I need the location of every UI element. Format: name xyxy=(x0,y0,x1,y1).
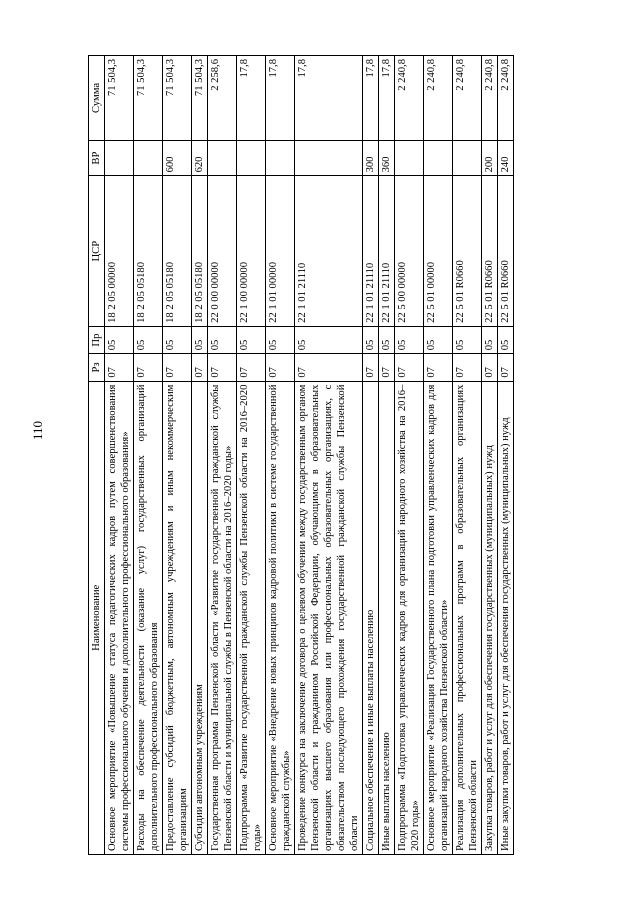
cell-vr xyxy=(237,140,266,176)
cell-name: Расходы на обеспечение деятельности (оказание услуг) государственных организаций дополнительного профессионального образования xyxy=(134,381,163,854)
cell-rz: 07 xyxy=(482,354,498,381)
cell-rz: 07 xyxy=(453,354,482,381)
cell-rz: 07 xyxy=(134,354,163,381)
cell-vr: 620 xyxy=(192,140,208,176)
cell-pr: 05 xyxy=(192,326,208,353)
cell-rz: 07 xyxy=(163,354,192,381)
cell-sum: 2 258,6 xyxy=(208,56,237,141)
cell-pr: 05 xyxy=(363,326,379,353)
cell-vr: 600 xyxy=(163,140,192,176)
cell-rz: 07 xyxy=(105,354,134,381)
cell-sum: 17,8 xyxy=(266,56,295,141)
cell-csr: 22 5 01 R0660 xyxy=(498,176,514,326)
cell-csr: 18 2 05 05180 xyxy=(163,176,192,326)
cell-csr: 22 1 01 21110 xyxy=(295,176,363,326)
cell-vr xyxy=(395,140,424,176)
cell-rz: 07 xyxy=(237,354,266,381)
cell-name: Иные выплаты населению xyxy=(379,381,395,854)
header-pr: Пр xyxy=(89,326,105,353)
cell-vr: 360 xyxy=(379,140,395,176)
cell-name: Подпрограмма «Подготовка управленческих кадров для организаций народного хозяйства на 2016–2020 годы» xyxy=(395,381,424,854)
table-row xyxy=(453,56,482,855)
table-header-row xyxy=(89,56,105,855)
cell-name: Субсидии автономным учреждениям xyxy=(192,381,208,854)
header-rz: Рз xyxy=(89,354,105,381)
cell-sum: 17,8 xyxy=(363,56,379,141)
rotated-page xyxy=(88,55,633,855)
cell-csr: 18 2 05 00000 xyxy=(105,176,134,326)
cell-sum: 2 240,8 xyxy=(453,56,482,141)
cell-csr: 22 5 01 R0660 xyxy=(482,176,498,326)
table-row xyxy=(395,56,424,855)
cell-pr: 05 xyxy=(237,326,266,353)
table-row xyxy=(482,56,498,855)
table-row xyxy=(424,56,453,855)
cell-csr: 22 1 01 00000 xyxy=(266,176,295,326)
cell-csr: 22 5 01 00000 xyxy=(424,176,453,326)
cell-pr: 05 xyxy=(208,326,237,353)
table-row xyxy=(192,56,208,855)
table-row xyxy=(237,56,266,855)
cell-csr: 22 0 00 00000 xyxy=(208,176,237,326)
table-row xyxy=(498,56,514,855)
cell-rz: 07 xyxy=(379,354,395,381)
table-row xyxy=(105,56,134,855)
cell-name: Основное мероприятие «Внедрение новых принципов кадровой политики в системе государственной гражданской службы» xyxy=(266,381,295,854)
cell-sum: 2 240,8 xyxy=(482,56,498,141)
header-sum: Сумма xyxy=(89,56,105,141)
cell-sum: 17,8 xyxy=(379,56,395,141)
cell-pr: 05 xyxy=(295,326,363,353)
cell-rz: 07 xyxy=(395,354,424,381)
cell-name: Основное мероприятие «Реализация Государственного плана подготовки управленческих кадров для организаций народного хозяйства Пензенской области» xyxy=(424,381,453,854)
cell-sum: 17,8 xyxy=(237,56,266,141)
cell-csr: 22 1 01 21110 xyxy=(363,176,379,326)
cell-vr xyxy=(208,140,237,176)
cell-pr: 05 xyxy=(163,326,192,353)
cell-vr xyxy=(424,140,453,176)
cell-name: Предоставление субсидий бюджетным, автономным учреждениям и иным некоммерческим организациям xyxy=(163,381,192,854)
cell-csr: 18 2 05 05180 xyxy=(192,176,208,326)
page-number: 110 xyxy=(30,420,45,440)
cell-pr: 05 xyxy=(395,326,424,353)
cell-pr: 05 xyxy=(379,326,395,353)
header-csr: ЦСР xyxy=(89,176,105,326)
table-row xyxy=(363,56,379,855)
table-row xyxy=(208,56,237,855)
cell-pr: 05 xyxy=(134,326,163,353)
cell-vr xyxy=(105,140,134,176)
cell-csr: 22 1 00 00000 xyxy=(237,176,266,326)
cell-name: Проведение конкурса на заключение договора о целевом обучении между государственным органом Пензенской области и гражданином Российской Федерации, обучающимся в образовательных организациях высшего образования или профессиональных образовательных организациях, с обязательством последующего прохождения государственной гражданской службы Пензенской области xyxy=(295,381,363,854)
cell-csr: 18 2 05 05180 xyxy=(134,176,163,326)
cell-rz: 07 xyxy=(208,354,237,381)
cell-pr: 05 xyxy=(424,326,453,353)
cell-vr: 200 xyxy=(482,140,498,176)
table-row xyxy=(134,56,163,855)
header-name: Наименование xyxy=(89,381,105,854)
header-vr: ВР xyxy=(89,140,105,176)
cell-pr: 05 xyxy=(498,326,514,353)
cell-vr xyxy=(453,140,482,176)
cell-sum: 71 504,3 xyxy=(134,56,163,141)
cell-sum: 71 504,3 xyxy=(105,56,134,141)
cell-rz: 07 xyxy=(498,354,514,381)
cell-pr: 05 xyxy=(266,326,295,353)
cell-rz: 07 xyxy=(424,354,453,381)
cell-rz: 07 xyxy=(266,354,295,381)
cell-rz: 07 xyxy=(295,354,363,381)
cell-vr: 300 xyxy=(363,140,379,176)
table-body xyxy=(105,56,514,855)
cell-pr: 05 xyxy=(482,326,498,353)
cell-vr xyxy=(295,140,363,176)
table-row xyxy=(163,56,192,855)
cell-name: Реализация дополнительных профессиональных программ в образовательных организациях Пензенской области xyxy=(453,381,482,854)
cell-name: Закупка товаров, работ и услуг для обеспечения государственных (муниципальных) нужд xyxy=(482,381,498,854)
cell-csr: 22 1 01 21110 xyxy=(379,176,395,326)
table-row xyxy=(295,56,363,855)
cell-sum: 2 240,8 xyxy=(424,56,453,141)
cell-name: Социальное обеспечение и иные выплаты населению xyxy=(363,381,379,854)
cell-rz: 07 xyxy=(192,354,208,381)
table-row xyxy=(266,56,295,855)
cell-sum: 71 504,3 xyxy=(192,56,208,141)
cell-name: Подпрограмма «Развитие государственной гражданской службы Пензенской области на 2016–2020 годы» xyxy=(237,381,266,854)
cell-sum: 17,8 xyxy=(295,56,363,141)
cell-vr xyxy=(134,140,163,176)
table-row xyxy=(379,56,395,855)
budget-table xyxy=(88,55,514,855)
cell-pr: 05 xyxy=(453,326,482,353)
cell-sum: 2 240,8 xyxy=(395,56,424,141)
cell-csr: 22 5 00 00000 xyxy=(395,176,424,326)
cell-csr: 22 5 01 R0660 xyxy=(453,176,482,326)
cell-rz: 07 xyxy=(363,354,379,381)
cell-vr xyxy=(266,140,295,176)
cell-name: Государственная программа Пензенской области «Развитие государственной гражданской службы Пензенской области и муниципальной службы в Пензенской области на 2016–2020 годы» xyxy=(208,381,237,854)
cell-vr: 240 xyxy=(498,140,514,176)
cell-sum: 71 504,3 xyxy=(163,56,192,141)
cell-name: Иные закупки товаров, работ и услуг для обеспечения государственных (муниципальных) нужд xyxy=(498,381,514,854)
cell-pr: 05 xyxy=(105,326,134,353)
cell-name: Основное мероприятие «Повышение статуса педагогических кадров путем совершенствования системы профессионального обучения и дополнительного профессионального образования» xyxy=(105,381,134,854)
cell-sum: 2 240,8 xyxy=(498,56,514,141)
